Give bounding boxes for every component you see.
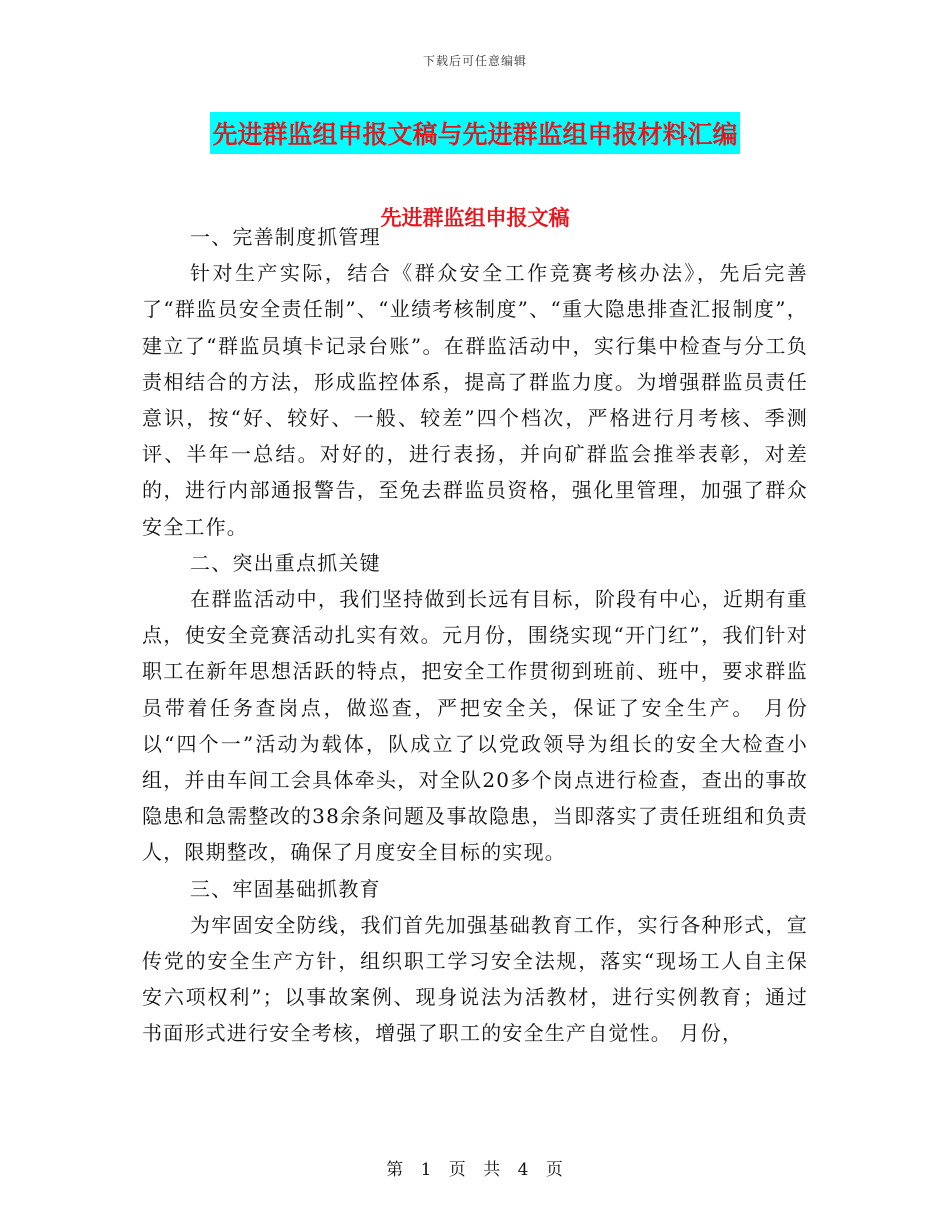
footer-page-total: 4 xyxy=(517,1160,530,1180)
section-heading: 一、完善制度抓管理 xyxy=(190,225,381,249)
paragraph: 在群监活动中，我们坚持做到长远有目标，阶段有中心，近期有重点，使安全竞赛活动扎实有效。元月份，围绕实现“开门红”，我们针对职工在新年思想活跃的特点，把安全工作贯彻到班前、班中，要求群监员带着任务查岗点，做巡查，严把安全关，保证了安全生产。 月份以“四个一”活动为载体，队成立了以党政领导为组长的安全大检查小组，并由车间工会具体牵头，对全队20多个岗点进行检查，查出的事故隐患和急需整改的38余条问题及事故隐患，当即落实了责任班组和负责人，限期整改，确保了月度安全目标的实现。 xyxy=(142,587,808,865)
paragraph: 针对生产实际，结合《群众安全工作竞赛考核办法》，先后完善了“群监员安全责任制”、“业绩考核制度”、“重大隐患排查汇报制度”，建立了“群监员填卡记录台账”。在群监活动中，实行集中检查与分工负责相结合的方法，形成监控体系，提高了群监力度。为增强群监员责任意识，按“好、较好、一般、较差”四个档次，严格进行月考核、季测评、半年一总结。对好的，进行表扬，并向矿群监会推举表彰，对差的，进行内部通报警告，至免去群监员资格，强化里管理，加强了群众安全工作。 xyxy=(142,261,808,539)
footer-label-ye: 页 xyxy=(545,1160,564,1180)
footer-label-ye: 页 xyxy=(448,1160,467,1180)
sub-title: 先进群监组申报文稿 xyxy=(380,205,570,230)
main-title-container xyxy=(0,112,950,154)
page-header-note: 下载后可任意编辑 xyxy=(422,54,527,68)
main-title: 先进群监组申报文稿与先进群监组申报材料汇编 xyxy=(210,112,739,154)
section-heading: 三、牢固基础抓教育 xyxy=(190,876,381,901)
footer-label-gong: 共 xyxy=(483,1160,502,1180)
footer-label-di: 第 xyxy=(386,1160,405,1180)
footer-page-current: 1 xyxy=(420,1160,433,1180)
paragraph: 为牢固安全防线，我们首先加强基础教育工作，实行各种形式，宣传党的安全生产方针，组织职工学习安全法规，落实“现场工人自主保安六项权利”；以事故案例、现身说法为活教材，进行实例教育；通过书面形式进行安全考核，增强了职工的安全生产自觉性。 月份， xyxy=(142,912,808,1046)
document-body xyxy=(142,219,808,1052)
page-footer xyxy=(0,1155,950,1180)
section-heading: 二、突出重点抓关键 xyxy=(190,550,381,575)
